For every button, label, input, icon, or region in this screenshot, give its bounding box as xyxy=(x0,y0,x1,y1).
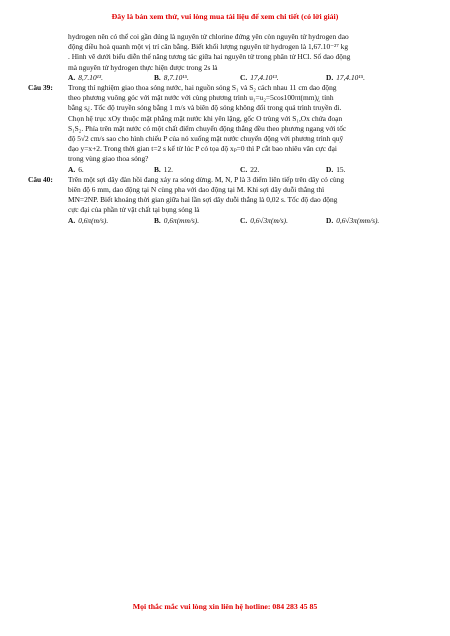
hotline-banner: Mọi thắc mắc vui lòng xin liên hệ hotline: 084 283 45 85 xyxy=(132,602,318,611)
previous-question xyxy=(28,32,420,73)
answer-a: A. 8,7.10¹³. xyxy=(68,72,103,82)
answer-a: A. 0,6π(m/s). xyxy=(68,215,109,225)
answer-c: C. 22. xyxy=(240,164,260,174)
document-body xyxy=(28,32,420,226)
question-40 xyxy=(28,175,420,216)
answer-c: C. 17,4.10¹³. xyxy=(240,72,279,82)
answer-d: D. 0,6√3π(mm/s). xyxy=(326,215,380,225)
question-label: Câu 40: xyxy=(28,174,53,184)
text-line: S₁S₂. Phía trên mặt nước có một chất điểm chuyển động thẳng đều theo phương ngang với tốc xyxy=(68,123,347,133)
text-line: Trong thí nghiệm giao thoa sóng nước, hai nguồn sóng S₁ và S₂ cách nhau 11 cm dao động xyxy=(68,83,337,93)
text-line: MN=2NP. Biết khoảng thời gian giữa hai lần sợi dây duỗi thẳng là 0,02 s. Tốc độ dao động xyxy=(68,195,338,205)
text-line: biên độ 6 mm, dao động tại N cùng pha với dao động tại M. Khi sợi dây duỗi thẳng thì xyxy=(68,185,325,195)
answer-a: A. 6. xyxy=(68,164,84,174)
text-line: Chọn hệ trục xOy thuộc mặt phẳng mặt nước khi yên lặng, gốc O trùng với S₁,Ox chứa đoạn xyxy=(68,113,343,123)
answer-options xyxy=(28,73,420,83)
answer-b: B. 0,6π(mm/s). xyxy=(154,215,200,225)
answer-options xyxy=(28,165,420,175)
answer-b: B. 8,7.10¹⁵. xyxy=(154,72,189,82)
text-line: . Hình vẽ dưới biểu diễn thế năng tương tác giữa hai nguyên tử trong phân tử HCl. Số dao động xyxy=(68,52,351,62)
text-line: hydrogen nên có thể coi gần đúng là nguyên tử chlorine đứng yên còn nguyên tử hydrogen dao xyxy=(68,32,349,41)
text-line: theo phương vuông góc với mặt nước với cùng phương trình u₁=u₂=5cos100πt(mm)¿ tính xyxy=(68,93,334,103)
preview-notice-banner: Đây là bản xem thử, vui lòng mua tài liệu để xem chi tiết (có lời giải) xyxy=(111,12,339,21)
answer-b: B. 12. xyxy=(154,164,174,174)
answer-d: D. 15. xyxy=(326,164,346,174)
answer-c: C. 0,6√3π(m/s). xyxy=(240,215,288,225)
text-line: độ 5√2 cm/s sao cho hình chiếu P của nó xuống mặt nước chuyển động với phương trình quỹ xyxy=(68,134,344,144)
answer-options xyxy=(28,216,420,226)
text-line: bằng s¿. Tốc độ truyền sóng bằng 1 m/s và biên độ sóng không đổi trong quá trình truyền đi. xyxy=(68,103,342,113)
question-39 xyxy=(28,83,420,165)
text-line: đạo y=x+2. Trong thời gian t=2 s kể từ lúc P có tọa độ xₚ=0 thì P cắt bao nhiêu vân cực đại xyxy=(68,144,337,154)
question-label: Câu 39: xyxy=(28,83,53,93)
text-line: mà nguyên tử hydrogen thực hiện được trong 2s là xyxy=(68,62,218,72)
answer-d: D. 17,4.10¹⁵. xyxy=(326,72,365,82)
text-line: động điều hoà quanh một vị trí cân bằng. Biết khối lượng nguyên tử hydrogen là 1,67.10⁻²⁷ kg xyxy=(68,42,349,52)
text-line: trong vùng giao thoa sóng? xyxy=(68,154,149,164)
text-line: cực đại của phần tử vật chất tại bụng sóng là xyxy=(68,205,200,215)
text-line: Trên một sợi dây đàn hồi đang xảy ra sóng dừng. M, N, P là 3 điểm liên tiếp trên dây có cùng xyxy=(68,174,345,184)
